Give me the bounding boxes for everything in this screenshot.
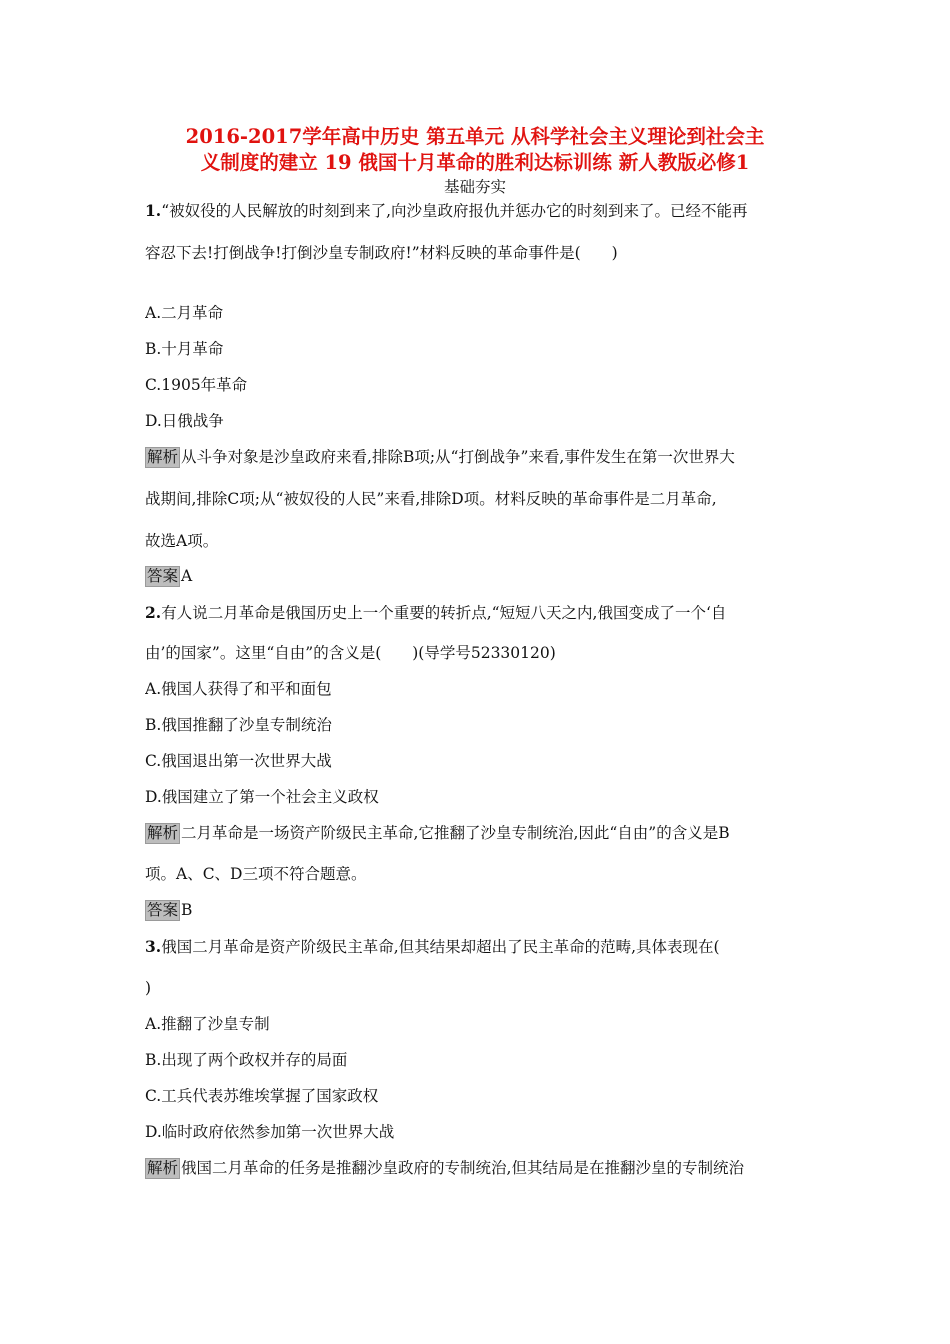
question-1-answer: 答案 A [147,567,193,585]
question-3-option-b: B.出现了两个政权并存的局面 [145,1051,348,1069]
question-3-option-d: D.临时政府依然参加第一次世界大战 [145,1123,395,1141]
question-1-analysis-line-1: 解析 从斗争对象是沙皇政府来看,排除B项;从“打倒战争”来看,事件发生在第一次世界大 [147,448,735,466]
question-2-analysis-line-2: 项。A、C、D三项不符合题意。 [145,865,367,883]
question-3-stem-line-2: ) [145,979,152,997]
answer-tag: 答案 [147,567,179,585]
question-1-stem-line-2: 容忍下去!打倒战争!打倒沙皇专制政府!”材料反映的革命事件是( ) [145,244,618,262]
analysis-tag: 解析 [147,824,179,842]
question-2-option-c: C.俄国退出第一次世界大战 [145,752,332,770]
question-3-option-a: A.推翻了沙皇专制 [145,1015,270,1033]
question-1-analysis-line-3: 故选A项。 [145,532,219,550]
question-1-option-b: B.十月革命 [145,340,224,358]
question-1-stem-line-1: 1.“被奴役的人民解放的时刻到来了,向沙皇政府报仇并惩办它的时刻到来了。已经不能再 [145,201,748,220]
question-number: 2. [145,603,162,622]
question-3-analysis-line-1: 解析 俄国二月革命的任务是推翻沙皇政府的专制统治,但其结局是在推翻沙皇的专制统治 [147,1159,744,1177]
question-1-analysis-line-2: 战期间,排除C项;从“被奴役的人民”来看,排除D项。材料反映的革命事件是二月革命, [145,490,717,508]
document-title-line-1: 2016-2017学年高中历史 第五单元 从科学社会主义理论到社会主 [185,125,765,148]
question-number: 3. [145,937,162,956]
question-2-analysis-line-1: 解析 二月革命是一场资产阶级民主革命,它推翻了沙皇专制统治,因此“自由”的含义是B [147,824,730,842]
question-1-option-d: D.日俄战争 [145,412,224,430]
question-1-option-c: C.1905年革命 [145,376,248,394]
answer-tag: 答案 [147,901,179,919]
question-2-option-d: D.俄国建立了第一个社会主义政权 [145,788,379,806]
question-2-option-a: A.俄国人获得了和平和面包 [145,680,332,698]
question-1-option-a: A.二月革命 [145,304,224,322]
question-number: 1. [145,201,162,220]
question-3-stem-line-1: 3.俄国二月革命是资产阶级民主革命,但其结果却超出了民主革命的范畴,具体表现在( [145,937,720,956]
question-3-option-c: C.工兵代表苏维埃掌握了国家政权 [145,1087,379,1105]
analysis-tag: 解析 [147,1159,179,1177]
question-2-stem-line-2: 由’的国家”。这里“自由”的含义是( )(导学号52330120) [145,644,556,662]
section-heading: 基础夯实 [443,178,506,196]
document-title-line-2: 义制度的建立 19 俄国十月革命的胜利达标训练 新人教版必修1 [200,151,750,174]
question-2-option-b: B.俄国推翻了沙皇专制统治 [145,716,332,734]
question-2-stem-line-1: 2.有人说二月革命是俄国历史上一个重要的转折点,“短短八天之内,俄国变成了一个‘自 [145,603,727,622]
question-2-answer: 答案 B [147,901,193,919]
analysis-tag: 解析 [147,448,179,466]
